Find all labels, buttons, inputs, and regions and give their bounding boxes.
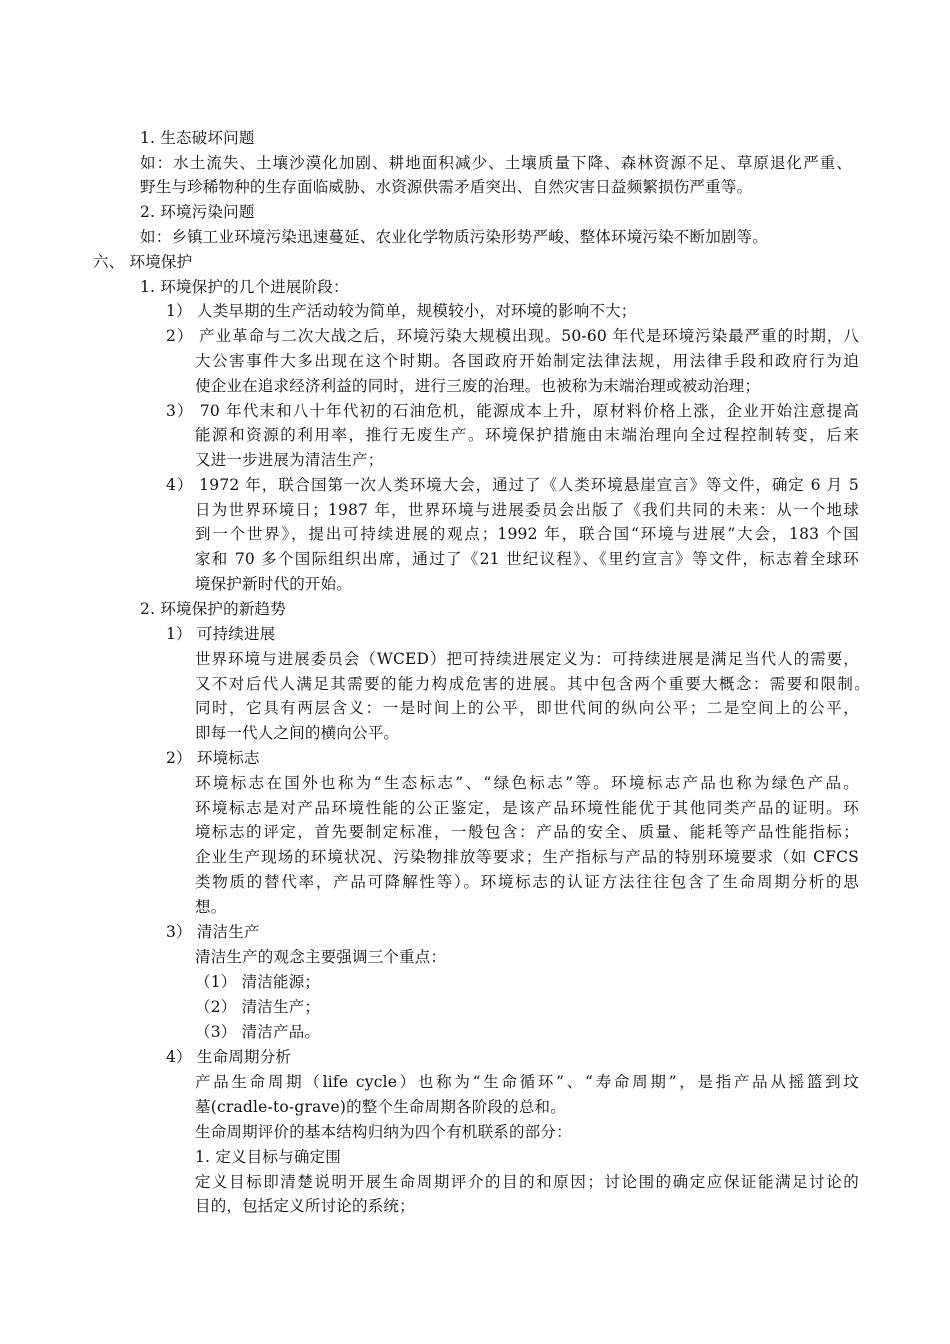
paragraph-line: 野生与珍稀物种的生存面临威胁、水资源供需矛盾突出、自然灾害日益频繁损伤严重等。	[140, 178, 753, 196]
heading-environmental-pollution: 2. 环境污染问题	[140, 203, 255, 221]
subheading-environmental-label: 2） 环境标志	[166, 749, 260, 767]
paragraph-line: 境标志的评定，首先要制定标准，一般包含：产品的安全、质量、能耗等产品性能指标；	[195, 823, 859, 841]
paragraph-line: 家和 70 多个国际组织出席，通过了《21 世纪议程》、《里约宣言》等文件，标志着全球环	[195, 550, 859, 568]
heading-ecological-damage: 1. 生态破坏问题	[140, 129, 255, 147]
paragraph-line: 同时，它具有两层含义：一是时间上的公平，即世代间的纵向公平；二是空间上的公平，	[195, 699, 859, 717]
paragraph-line: 日为世界环境日；1987 年，世界环境与进展委员会出版了《我们共同的未来：从一个地球	[195, 501, 859, 519]
subheading-clean-production: 3） 清洁生产	[166, 923, 260, 941]
list-item: 1. 定义目标与确定围	[195, 1148, 341, 1166]
paragraph-line: 如：乡镇工业环境污染迅速蔓延、农业化学物质污染形势严峻、整体环境污染不断加剧等。	[140, 228, 769, 246]
list-item: （1） 清洁能源；	[195, 973, 321, 991]
paragraph-line: 境保护新时代的开始。	[195, 575, 353, 593]
list-item: 4） 1972 年，联合国第一次人类环境大会，通过了《人类环境悬崖宣言》等文件，确定 6 月 5	[166, 476, 859, 494]
list-item: 3） 70 年代末和八十年代初的石油危机，能源成本上升，原材料价格上涨，企业开始注意提高	[166, 402, 859, 420]
paragraph-line: 环境标志在国外也称为“生态标志”、“绿色标志”等。环境标志产品也称为绿色产品。	[195, 774, 859, 792]
list-item: 2） 产业革命与二次大战之后，环境污染大规模出现。50-60 年代是环境污染最严重的时期，八	[166, 327, 859, 345]
paragraph-line: 产品生命周期（life cycle）也称为“生命循环”、“寿命周期”，是指产品从摇篮到坟	[195, 1073, 859, 1091]
heading-development-stages: 1. 环境保护的几个进展阶段：	[140, 278, 349, 296]
paragraph-line: 想。	[195, 898, 227, 916]
paragraph-line: 企业生产现场的环境状况、污染物排放等要求；生产指标与产品的特别环境要求（如 CFCS	[195, 848, 859, 866]
paragraph-line: 清洁生产的观念主要强调三个重点：	[195, 948, 447, 966]
paragraph-line: 墓(cradle-to-grave)的整个生命周期各阶段的总和。	[195, 1098, 566, 1116]
paragraph-line: 大公害事件大多出现在这个时期。各国政府开始制定法律法规，用法律手段和政府行为迫	[195, 352, 859, 370]
paragraph-line: 定义目标即清楚说明开展生命周期评介的目的和原因；讨论围的确定应保证能满足讨论的	[195, 1173, 859, 1191]
paragraph-line: 世界环境与进展委员会（WCED）把可持续进展定义为：可持续进展是满足当代人的需要，	[195, 650, 859, 668]
list-item: （2） 清洁生产；	[195, 998, 321, 1016]
subheading-life-cycle-analysis: 4） 生命周期分析	[166, 1048, 292, 1066]
paragraph-line: 到一个世界》，提出可持续进展的观点；1992 年，联合国“环境与进展”大会，183 个国	[195, 525, 859, 543]
subheading-sustainable-development: 1） 可持续进展	[166, 625, 276, 643]
paragraph-line: 环境标志是对产品环境性能的公正鉴定，是该产品环境性能优于其他同类产品的证明。环	[195, 799, 859, 817]
list-item: （3） 清洁产品。	[195, 1023, 321, 1041]
paragraph-line: 又不对后代人满足其需要的能力构成危害的进展。其中包含两个重要大概念：需要和限制。	[195, 675, 870, 693]
paragraph-line: 即每一代人之间的横向公平。	[195, 724, 400, 742]
paragraph-line: 如：水土流失、土壤沙漠化加剧、耕地面积减少、土壤质量下降、森林资源不足、草原退化严重、	[140, 154, 852, 172]
paragraph-line: 类物质的替代率，产品可降解性等）。环境标志的认证方法往往包含了生命周期分析的思	[195, 873, 859, 891]
list-item: 1） 人类早期的生产活动较为简单，规模较小，对环境的影响不大；	[166, 302, 637, 320]
paragraph-line: 使企业在追求经济利益的同时，进行三废的治理。也被称为末端治理或被动治理；	[195, 377, 761, 395]
paragraph-line: 又进一步进展为清洁生产；	[195, 451, 384, 469]
paragraph-line: 能源和资源的利用率，推行无废生产。环境保护措施由末端治理向全过程控制转变，后来	[195, 426, 859, 444]
paragraph-line: 目的，包括定义所讨论的系统；	[195, 1197, 415, 1215]
heading-new-trends: 2. 环境保护的新趋势	[140, 600, 286, 618]
paragraph-line: 生命周期评价的基本结构归纳为四个有机联系的部分：	[195, 1123, 572, 1141]
section-heading-environmental-protection: 六、 环境保护	[93, 253, 193, 271]
